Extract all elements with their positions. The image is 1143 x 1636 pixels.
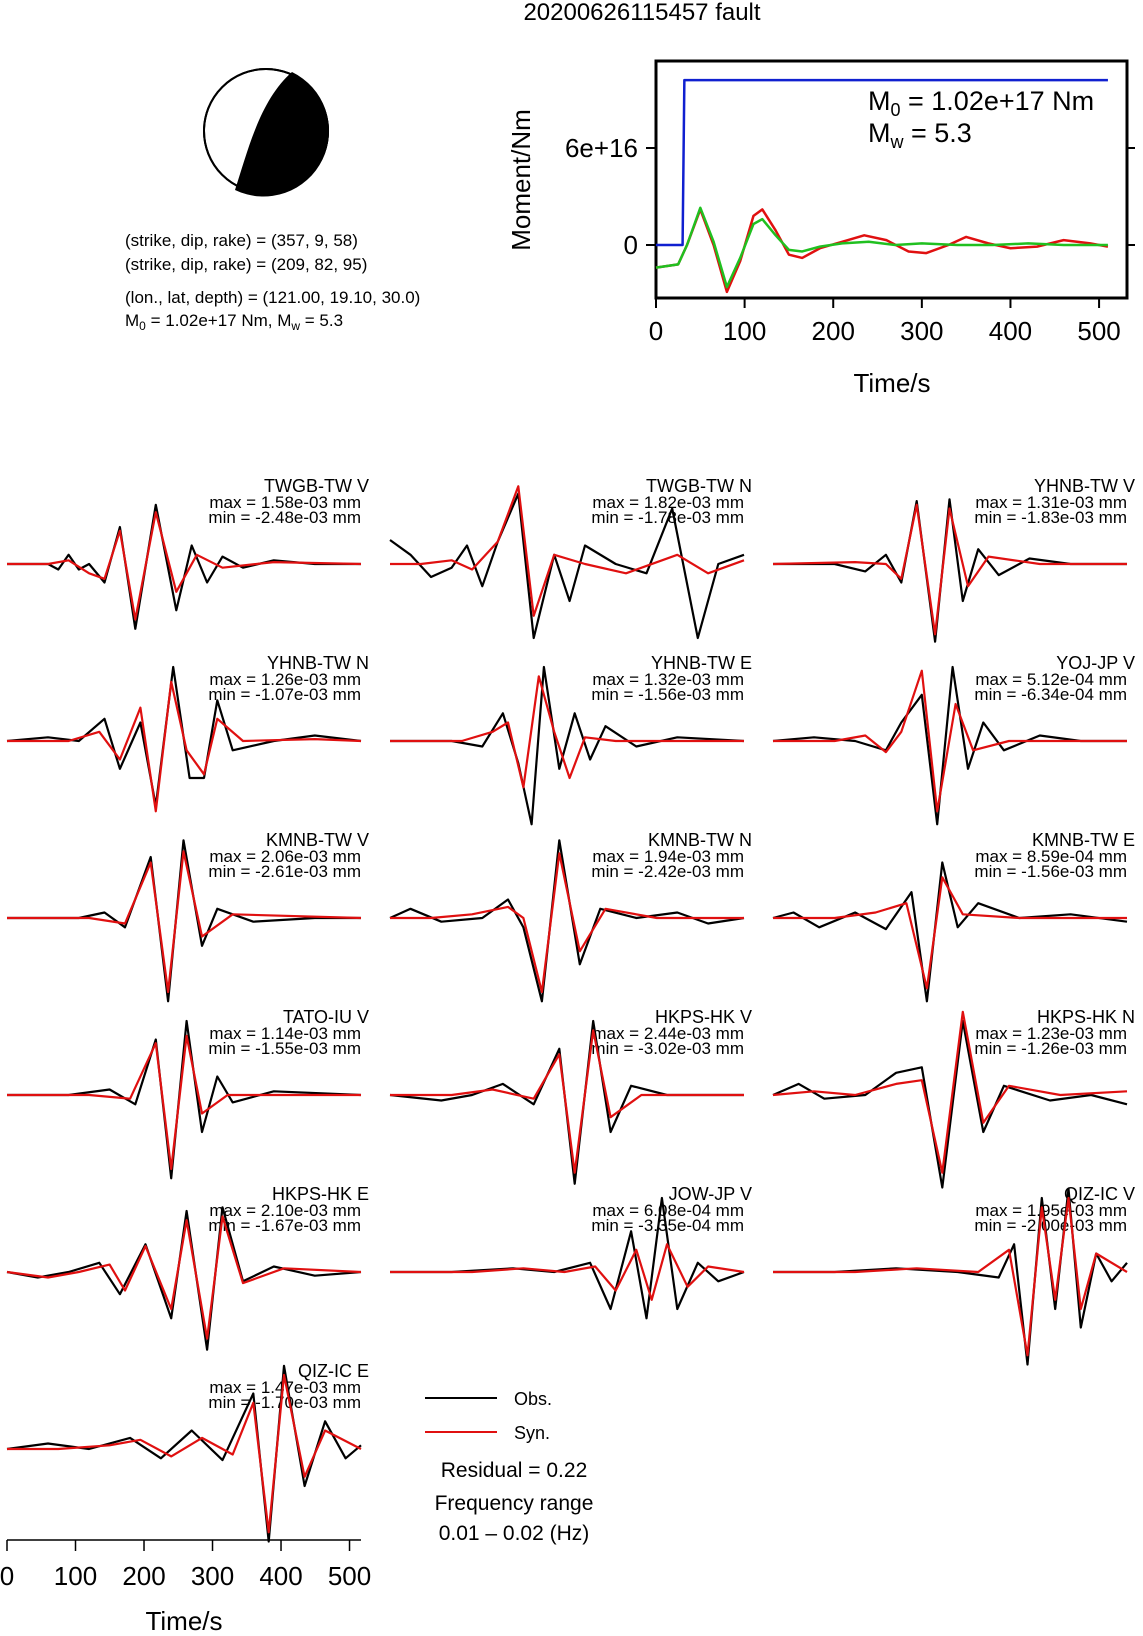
station-max: max = 1.14e-03 mm — [209, 1024, 361, 1043]
station-max: max = 1.94e-03 mm — [592, 847, 744, 866]
station-min: min = -1.07e-03 mm — [208, 685, 361, 704]
station-min: min = -1.55e-03 mm — [208, 1039, 361, 1058]
station-min: min = -6.34e-04 mm — [974, 685, 1127, 704]
station-label: KMNB-TW N — [648, 830, 752, 850]
station-label: HKPS-HK N — [1036, 1007, 1135, 1027]
station-panel — [390, 1184, 752, 1318]
station-label: TATO-IU V — [282, 1007, 369, 1027]
moment-x-ticks — [649, 298, 1121, 346]
moment-xtick-label: 200 — [811, 316, 855, 346]
residual-text: Residual = 0.22 — [440, 1459, 588, 1482]
moment-xlabel: Time/s — [853, 368, 931, 398]
moment-xtick-label: 100 — [722, 316, 767, 346]
moment-xtick-label: 0 — [648, 316, 664, 346]
station-max: max = 1.32e-03 mm — [592, 670, 744, 689]
station-min: min = -1.83e-03 mm — [974, 508, 1127, 527]
station-panel — [773, 1007, 1135, 1188]
plane2-text: (strike, dip, rake) = (209, 82, 95) — [125, 255, 368, 274]
station-label: TWGB-TW V — [264, 476, 369, 496]
figure-title: 20200626115457 fault — [523, 0, 761, 26]
station-min: min = -1.67e-03 mm — [208, 1216, 361, 1235]
station-min: min = -2.42e-03 mm — [591, 862, 744, 881]
station-max: max = 1.58e-03 mm — [209, 493, 361, 512]
station-panel — [7, 653, 369, 811]
station-label: YHNB-TW N — [267, 653, 369, 673]
bottom-time-axis — [0, 1540, 371, 1636]
station-panel — [390, 476, 752, 638]
station-panel — [773, 1184, 1135, 1365]
station-panel — [390, 1007, 752, 1184]
bottom-xtick-label: 200 — [122, 1561, 166, 1591]
moment-ylabel: Moment/Nm — [506, 109, 536, 251]
moment-mw-annotation: $M_w = 5.3$ — [868, 118, 972, 152]
station-label: YHNB-TW V — [1034, 476, 1135, 496]
station-panel — [773, 476, 1135, 642]
moment-ytick-label: 6e+16 — [564, 133, 638, 163]
bottom-xtick-label: 300 — [190, 1561, 235, 1591]
station-max: max = 5.12e-04 mm — [975, 670, 1127, 689]
moment-rate-green-line — [656, 208, 1108, 287]
bottom-xtick-label: 400 — [259, 1561, 303, 1591]
moment-xtick-label: 500 — [1077, 316, 1121, 346]
station-syn-trace — [390, 1244, 744, 1300]
station-panels — [7, 476, 1135, 1542]
station-label: HKPS-HK E — [271, 1184, 369, 1204]
station-max: max = 1.82e-03 mm — [592, 493, 744, 512]
station-min: min = -1.78e-03 mm — [591, 508, 744, 527]
station-panel — [7, 1007, 369, 1178]
station-max: max = 1.47e-03 mm — [209, 1378, 361, 1397]
location-text: (lon., lat, depth) = (121.00, 19.10, 30.0) — [125, 288, 421, 307]
frequency-range-value: 0.01 – 0.02 (Hz) — [438, 1522, 590, 1545]
station-max: max = 2.44e-03 mm — [592, 1024, 744, 1043]
station-min: min = -1.56e-03 mm — [591, 685, 744, 704]
moment-y-ticks — [565, 133, 1135, 260]
station-label: YOJ-JP V — [1056, 653, 1135, 673]
station-panel — [7, 1361, 369, 1542]
station-max: max = 2.06e-03 mm — [209, 847, 361, 866]
legend-obs-label: Obs. — [514, 1389, 553, 1409]
station-obs-trace — [773, 863, 1127, 1002]
station-max: max = 6.08e-04 mm — [592, 1201, 744, 1220]
station-min: min = -2.48e-03 mm — [208, 508, 361, 527]
station-panel — [390, 830, 752, 1001]
station-label: KMNB-TW V — [266, 830, 369, 850]
station-panel — [773, 830, 1135, 1001]
station-min: min = -1.26e-03 mm — [974, 1039, 1127, 1058]
station-min: min = -2.61e-03 mm — [208, 862, 361, 881]
moment-xtick-label: 400 — [988, 316, 1033, 346]
station-max: max = 8.59e-04 mm — [975, 847, 1127, 866]
station-min: min = -3.35e-04 mm — [591, 1216, 744, 1235]
station-min: min = -1.56e-03 mm — [974, 862, 1127, 881]
station-label: KMNB-TW E — [1032, 830, 1135, 850]
plane1-text: (strike, dip, rake) = (357, 9, 58) — [125, 231, 358, 250]
bottom-xtick-label: 500 — [327, 1561, 372, 1591]
station-label: QIZ-IC V — [1064, 1184, 1135, 1204]
moment-m0-annotation: $M_0 = 1.02e+17$ Nm — [868, 86, 1095, 120]
station-label: QIZ-IC E — [298, 1361, 369, 1381]
legend — [425, 1389, 552, 1443]
legend-syn-label: Syn. — [514, 1423, 551, 1443]
station-label: JOW-JP V — [668, 1184, 752, 1204]
station-min: min = -1.70e-03 mm — [208, 1393, 361, 1412]
station-label: TWGB-TW N — [646, 476, 752, 496]
beachball — [204, 69, 329, 197]
station-min: min = -3.02e-03 mm — [591, 1039, 744, 1058]
station-panel — [390, 653, 752, 824]
station-max: max = 1.26e-03 mm — [209, 670, 361, 689]
station-max: max = 2.10e-03 mm — [209, 1201, 361, 1220]
moment-summary: $M_0 = 1.02e+17$ Nm, $M_w = 5.3$ — [125, 311, 344, 333]
station-label: HKPS-HK V — [654, 1007, 752, 1027]
station-panel — [773, 653, 1135, 824]
station-panel — [7, 476, 369, 629]
moment-xtick-label: 300 — [900, 316, 944, 346]
mechanism-info — [125, 231, 420, 333]
bottom-xtick-label: 0 — [0, 1561, 15, 1591]
station-panel — [7, 830, 369, 1001]
bottom-xlabel: Time/s — [145, 1606, 223, 1636]
station-min: min = -2.00e-03 mm — [974, 1216, 1127, 1235]
frequency-range-label: Frequency range — [434, 1492, 594, 1515]
station-panel — [7, 1184, 369, 1350]
moment-ytick-label: 0 — [623, 230, 638, 260]
station-max: max = 1.23e-03 mm — [975, 1024, 1127, 1043]
station-max: max = 1.31e-03 mm — [975, 493, 1127, 512]
bottom-xtick-label: 100 — [53, 1561, 98, 1591]
station-max: max = 1.95e-03 mm — [975, 1201, 1127, 1220]
station-label: YHNB-TW E — [651, 653, 752, 673]
moment-function-plot — [506, 61, 1135, 398]
